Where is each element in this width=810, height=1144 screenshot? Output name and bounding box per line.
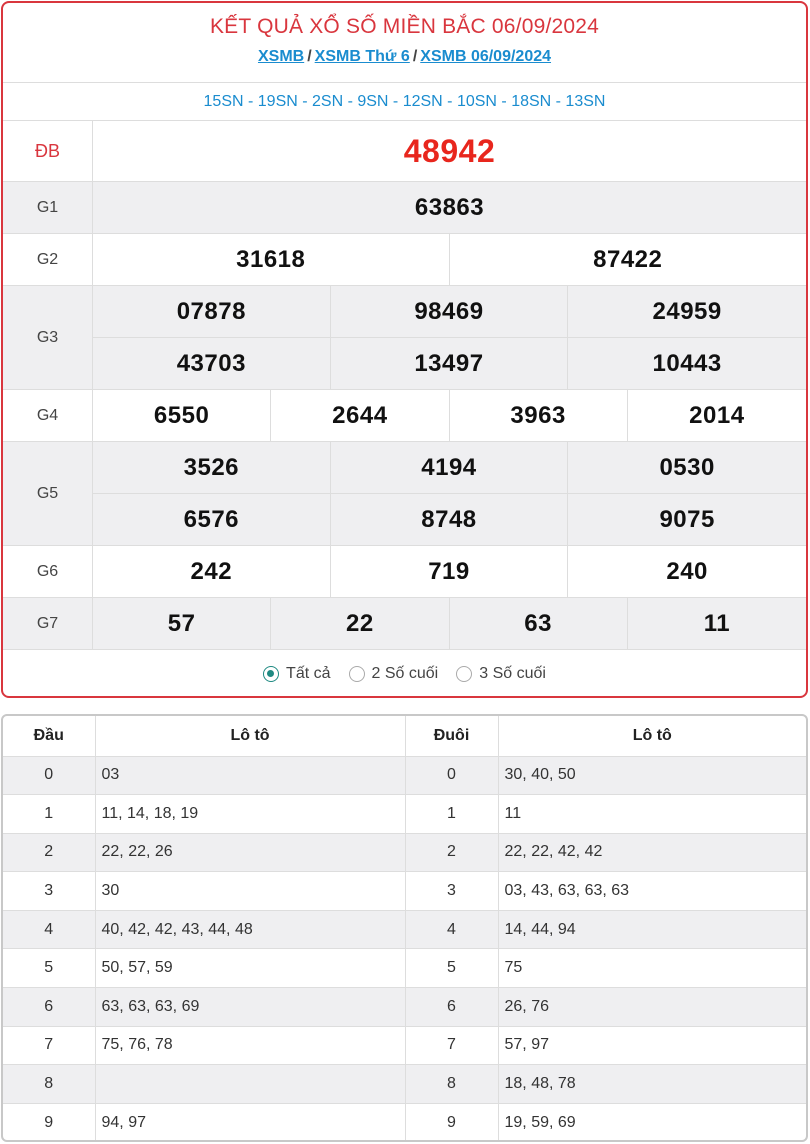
prize-number: 4194 bbox=[331, 442, 569, 494]
dau-loto-cell: 75, 76, 78 bbox=[95, 1026, 405, 1065]
table-header-row bbox=[3, 716, 806, 756]
radio-unchecked-icon[interactable] bbox=[349, 666, 365, 682]
dau-cell: 4 bbox=[3, 910, 95, 949]
filter-all-radio[interactable] bbox=[263, 665, 330, 683]
breadcrumb-xsmb-date[interactable]: XSMB 06/09/2024 bbox=[420, 48, 552, 65]
prize-number: 31618 bbox=[93, 234, 450, 285]
dau-cell: 5 bbox=[3, 949, 95, 988]
table-row bbox=[3, 910, 806, 949]
duoi-loto-cell: 19, 59, 69 bbox=[498, 1103, 806, 1142]
duoi-loto-cell: 11 bbox=[498, 795, 806, 834]
prize-number: 3963 bbox=[450, 390, 628, 441]
duoi-cell: 0 bbox=[405, 756, 498, 795]
dau-loto-cell: 11, 14, 18, 19 bbox=[95, 795, 405, 834]
duoi-loto-cell: 57, 97 bbox=[498, 1026, 806, 1065]
prize-number: 2014 bbox=[689, 401, 745, 429]
duoi-cell: 7 bbox=[405, 1026, 498, 1065]
table-row bbox=[3, 795, 806, 834]
prize-number: 6576 bbox=[93, 494, 331, 545]
loto-table-body bbox=[3, 756, 806, 1142]
prize-number: 24959 bbox=[568, 286, 806, 338]
table-row bbox=[3, 1026, 806, 1065]
duoi-loto-cell: 30, 40, 50 bbox=[498, 756, 806, 795]
breadcrumb-xsmb[interactable]: XSMB bbox=[257, 48, 305, 65]
prize-number: 9075 bbox=[659, 505, 715, 533]
prize-number: 2644 bbox=[271, 390, 449, 441]
prize-number: 10443 bbox=[652, 349, 722, 377]
prize-number: 240 bbox=[666, 557, 708, 585]
prize-number: 98469 bbox=[331, 286, 569, 338]
dau-cell: 8 bbox=[3, 1065, 95, 1104]
prize-row-g6 bbox=[3, 546, 806, 598]
duoi-loto-cell: 03, 43, 63, 63, 63 bbox=[498, 872, 806, 911]
prize-label: G4 bbox=[3, 390, 93, 441]
filter-label: Tất cả bbox=[286, 665, 331, 682]
prize-number: 3526 bbox=[93, 442, 331, 494]
radio-checked-icon[interactable] bbox=[263, 666, 279, 682]
breadcrumb-separator: / bbox=[412, 48, 418, 65]
results-header bbox=[3, 3, 806, 83]
duoi-cell: 3 bbox=[405, 872, 498, 911]
filter-last3-radio[interactable] bbox=[456, 665, 546, 683]
dau-loto-cell: 22, 22, 26 bbox=[95, 833, 405, 872]
prize-row-db bbox=[3, 121, 806, 182]
duoi-cell: 8 bbox=[405, 1065, 498, 1104]
duoi-cell: 1 bbox=[405, 795, 498, 834]
column-header-duoi: Đuôi bbox=[405, 716, 498, 756]
duoi-loto-cell: 18, 48, 78 bbox=[498, 1065, 806, 1104]
table-row bbox=[3, 1103, 806, 1142]
column-header-loto: Lô tô bbox=[498, 716, 806, 756]
prize-row-g7 bbox=[3, 598, 806, 650]
duoi-cell: 4 bbox=[405, 910, 498, 949]
prize-number: 22 bbox=[271, 598, 449, 649]
prize-label: ĐB bbox=[3, 121, 93, 181]
dau-loto-cell bbox=[95, 1065, 405, 1104]
prize-number: 63863 bbox=[414, 193, 485, 221]
prize-number: 87422 bbox=[593, 245, 663, 273]
prize-number: 63 bbox=[450, 598, 628, 649]
prize-number: 6550 bbox=[93, 390, 271, 441]
duoi-loto-cell: 14, 44, 94 bbox=[498, 910, 806, 949]
prize-label: G2 bbox=[3, 234, 93, 285]
filter-label: 2 Số cuối bbox=[371, 665, 439, 682]
prize-label: G1 bbox=[3, 182, 93, 233]
dau-cell: 2 bbox=[3, 833, 95, 872]
dau-cell: 1 bbox=[3, 795, 95, 834]
radio-unchecked-icon[interactable] bbox=[456, 666, 472, 682]
dau-loto-cell: 50, 57, 59 bbox=[95, 949, 405, 988]
prize-label: G3 bbox=[3, 286, 93, 389]
table-row bbox=[3, 1065, 806, 1104]
prize-number: 719 bbox=[331, 546, 569, 597]
prize-number: 57 bbox=[93, 598, 271, 649]
filter-label: 3 Số cuối bbox=[479, 665, 546, 682]
duoi-cell: 5 bbox=[405, 949, 498, 988]
prize-number: 13497 bbox=[331, 338, 569, 389]
dau-cell: 7 bbox=[3, 1026, 95, 1065]
prize-label: G7 bbox=[3, 598, 93, 649]
breadcrumb-xsmb-thu6[interactable]: XSMB Thứ 6 bbox=[314, 48, 410, 65]
dau-cell: 6 bbox=[3, 988, 95, 1027]
prize-label: G6 bbox=[3, 546, 93, 597]
prize-row-g4 bbox=[3, 390, 806, 442]
dau-cell: 9 bbox=[3, 1103, 95, 1142]
filter-last2-radio[interactable] bbox=[349, 665, 439, 683]
prize-row-g1 bbox=[3, 182, 806, 234]
prize-row-g2 bbox=[3, 234, 806, 286]
prize-number: 43703 bbox=[93, 338, 331, 389]
prize-row-g5 bbox=[3, 442, 806, 546]
loto-table-card bbox=[1, 714, 808, 1142]
page-title: KẾT QUẢ XỔ SỐ MIỀN BẮC 06/09/2024 bbox=[209, 15, 600, 38]
prize-number: 0530 bbox=[568, 442, 806, 494]
duoi-loto-cell: 26, 76 bbox=[498, 988, 806, 1027]
column-header-loto: Lô tô bbox=[95, 716, 405, 756]
dau-loto-cell: 94, 97 bbox=[95, 1103, 405, 1142]
dau-cell: 0 bbox=[3, 756, 95, 795]
duoi-loto-cell: 22, 22, 42, 42 bbox=[498, 833, 806, 872]
dau-loto-cell: 63, 63, 63, 69 bbox=[95, 988, 405, 1027]
dau-loto-cell: 40, 42, 42, 43, 44, 48 bbox=[95, 910, 405, 949]
table-row bbox=[3, 756, 806, 795]
prize-number: 8748 bbox=[331, 494, 569, 545]
breadcrumb-separator: / bbox=[307, 48, 312, 65]
prize-row-g3 bbox=[3, 286, 806, 390]
duoi-cell: 2 bbox=[405, 833, 498, 872]
prize-number: 242 bbox=[93, 546, 331, 597]
duoi-cell: 6 bbox=[405, 988, 498, 1027]
dau-loto-cell: 30 bbox=[95, 872, 405, 911]
breadcrumb bbox=[3, 48, 806, 66]
digit-filter-group bbox=[3, 650, 806, 698]
duoi-loto-cell: 75 bbox=[498, 949, 806, 988]
dau-cell: 3 bbox=[3, 872, 95, 911]
loto-table bbox=[3, 716, 806, 1142]
prize-number: 07878 bbox=[93, 286, 331, 338]
prize-number: 11 bbox=[703, 609, 731, 637]
table-row bbox=[3, 949, 806, 988]
prize-label: G5 bbox=[3, 442, 93, 545]
special-codes: 15SN - 19SN - 2SN - 9SN - 12SN - 10SN - 18SN - 13SN bbox=[3, 83, 806, 121]
prize-number-special: 48942 bbox=[403, 132, 496, 169]
column-header-dau: Đầu bbox=[3, 716, 95, 756]
dau-loto-cell: 03 bbox=[95, 756, 405, 795]
results-card bbox=[1, 1, 808, 698]
table-row bbox=[3, 833, 806, 872]
duoi-cell: 9 bbox=[405, 1103, 498, 1142]
table-row bbox=[3, 988, 806, 1027]
table-row bbox=[3, 872, 806, 911]
